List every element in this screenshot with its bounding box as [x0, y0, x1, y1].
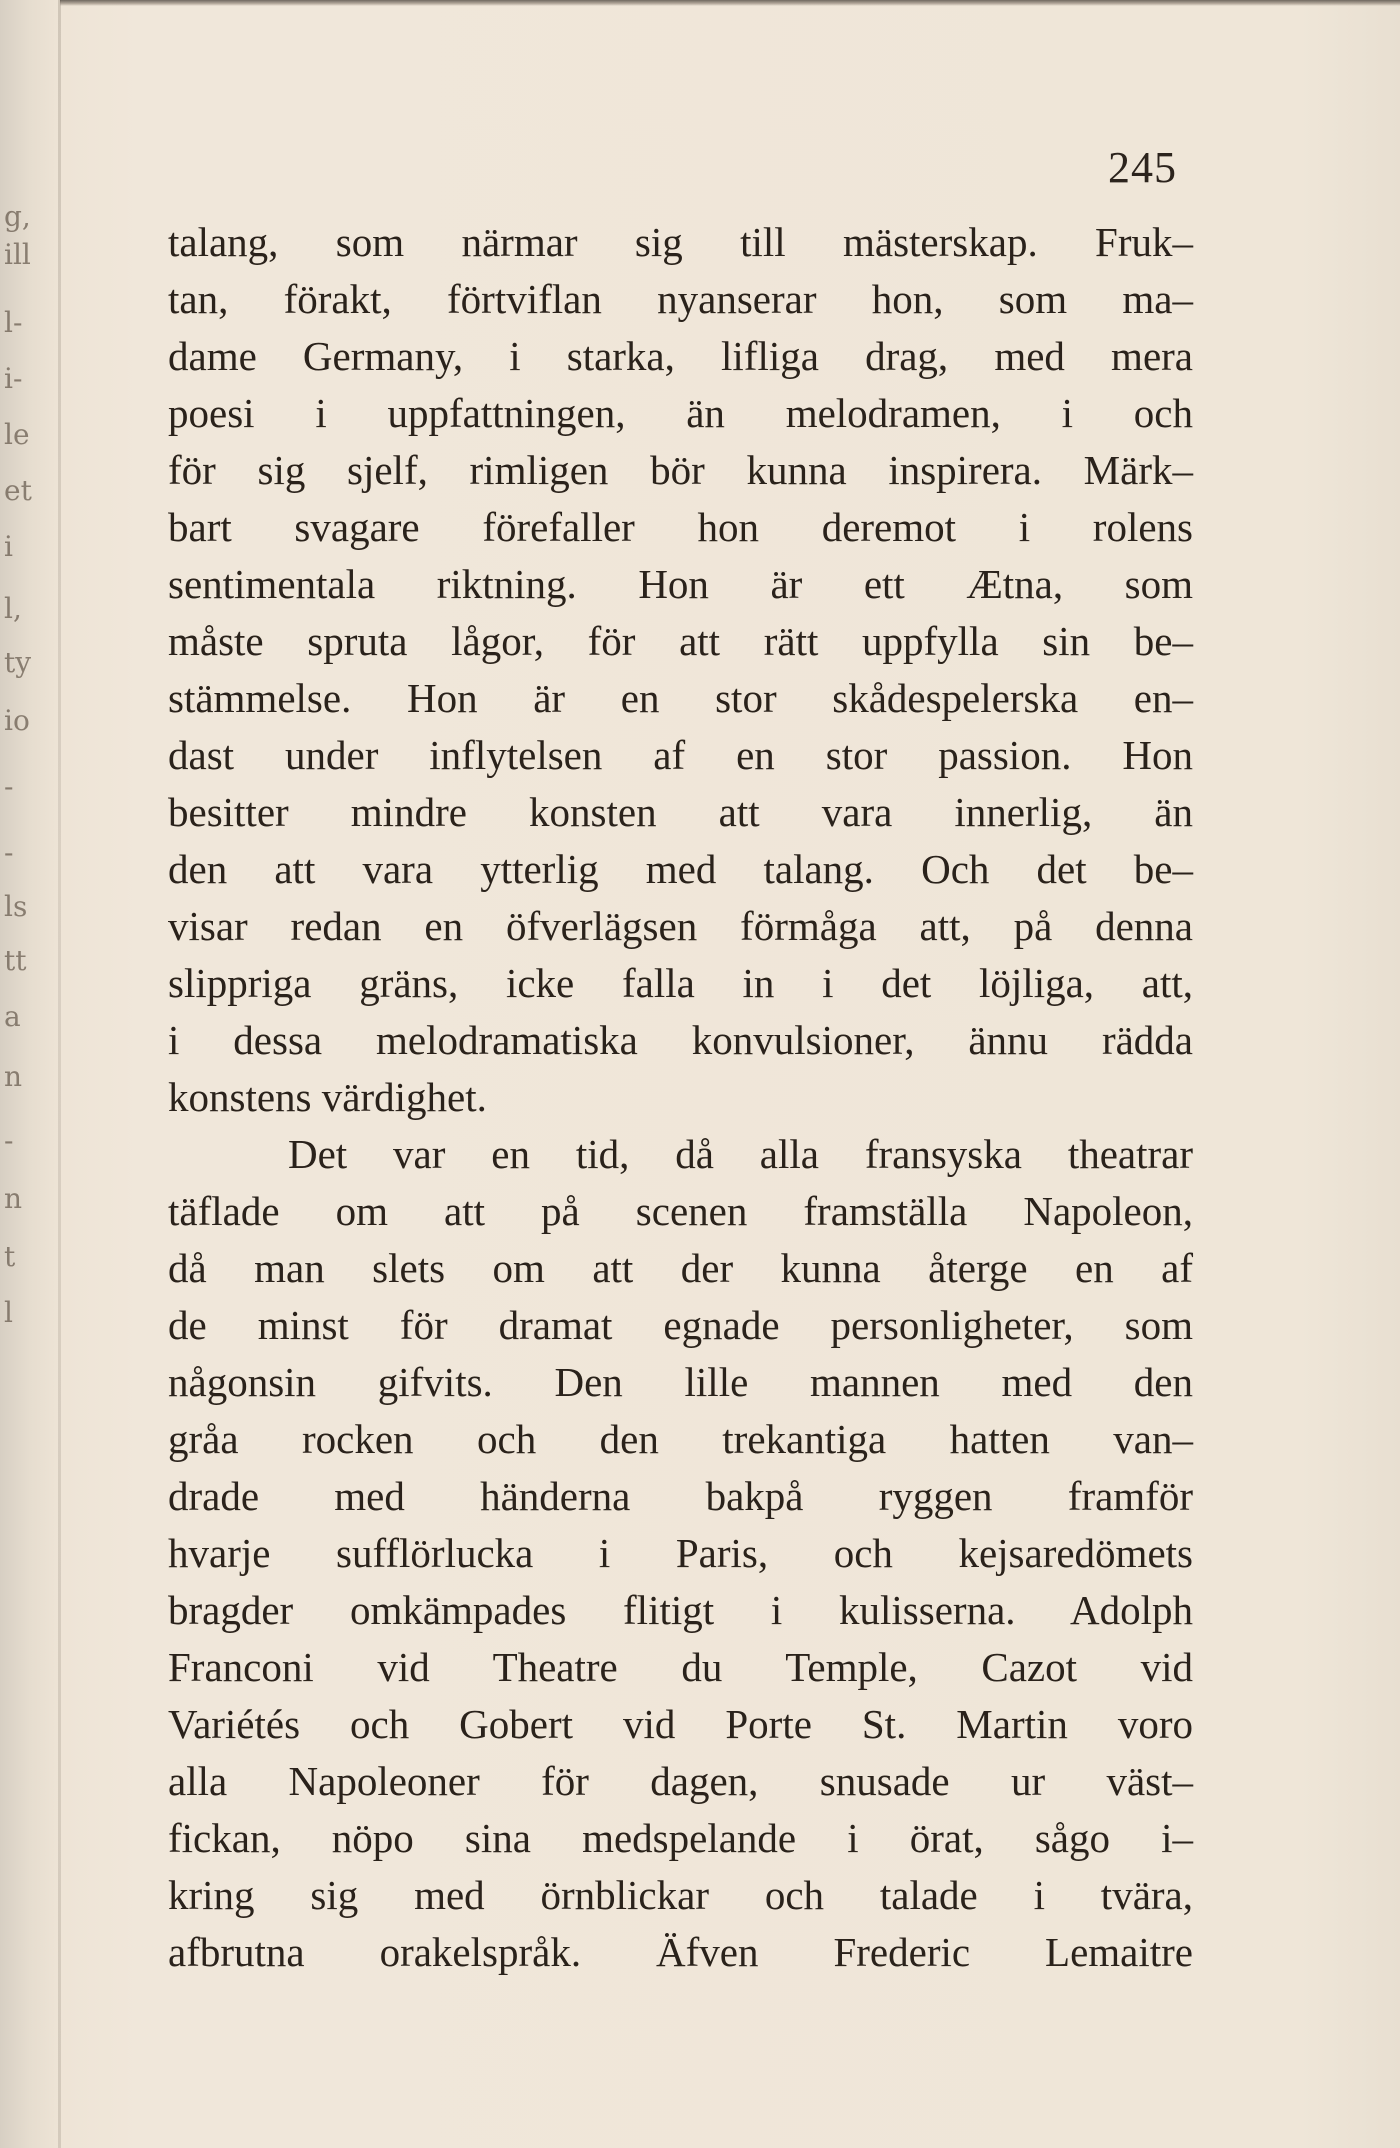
text-line: då man slets om att der kunna återge en af — [168, 1245, 1193, 1291]
bleed-fragment: - — [4, 1124, 14, 1157]
bleed-fragment: n — [4, 1182, 23, 1215]
bleed-fragment: i — [4, 530, 13, 563]
text-line-paragraph-start: Det var en tid, då alla fransyska theatrar — [288, 1131, 1193, 1177]
bleed-fragment: l — [4, 1296, 13, 1329]
facing-page-bleed — [0, 200, 58, 1400]
bleed-fragment: et — [4, 474, 32, 507]
bleed-fragment: l- — [4, 306, 23, 339]
text-line: talang, som närmar sig till mästerskap. Fruk– — [168, 219, 1193, 265]
body-text — [168, 214, 1193, 2044]
text-line: de minst för dramat egnade personligheter, som — [168, 1302, 1193, 1348]
page-top-edge — [60, 0, 1400, 6]
text-line: den att vara ytterlig med talang. Och det be– — [168, 846, 1193, 892]
text-line: besitter mindre konsten att vara innerlig, än — [168, 789, 1193, 835]
text-line: sentimentala riktning. Hon är ett Ætna, som — [168, 561, 1193, 607]
text-line: poesi i uppfattningen, än melodramen, i och — [168, 390, 1193, 436]
bleed-fragment: a — [4, 1000, 21, 1033]
bleed-fragment: ill — [4, 238, 31, 271]
text-line: fickan, nöpo sina medspelande i örat, sågo i– — [168, 1815, 1193, 1861]
text-line: afbrutna orakelspråk. Äfven Frederic Lemaitre — [168, 1929, 1193, 1975]
text-line: i dessa melodramatiska konvulsioner, ännu rädda — [168, 1017, 1193, 1063]
bleed-fragment: - — [4, 836, 14, 869]
bleed-fragment: g, — [4, 200, 31, 233]
text-line: dame Germany, i starka, lifliga drag, med mera — [168, 333, 1193, 379]
text-line-paragraph-end: konstens värdighet. — [168, 1074, 487, 1120]
text-line: bragder omkämpades flitigt i kulisserna. Adolph — [168, 1587, 1193, 1633]
text-line: drade med händerna bakpå ryggen framför — [168, 1473, 1193, 1519]
text-line: dast under inflytelsen af en stor passion. Hon — [168, 732, 1193, 778]
bleed-fragment: n — [4, 1060, 23, 1093]
bleed-fragment: l, — [4, 592, 22, 625]
text-line: visar redan en öfverlägsen förmåga att, på denna — [168, 903, 1193, 949]
text-line: Franconi vid Theatre du Temple, Cazot vid — [168, 1644, 1193, 1690]
bleed-fragment: io — [4, 704, 30, 737]
bleed-fragment: ty — [4, 646, 32, 679]
text-line: tan, förakt, förtviflan nyanserar hon, som ma– — [168, 276, 1193, 322]
bleed-fragment: - — [4, 770, 14, 803]
text-line: täflade om att på scenen framställa Napoleon, — [168, 1188, 1193, 1234]
bleed-fragment: ls — [4, 890, 28, 923]
text-line: slippriga gräns, icke falla in i det löjliga, att, — [168, 960, 1193, 1006]
text-line: kring sig med örnblickar och talade i tvära, — [168, 1872, 1193, 1918]
bleed-fragment: t — [4, 1240, 16, 1273]
text-line: någonsin gifvits. Den lille mannen med den — [168, 1359, 1193, 1405]
text-line: alla Napoleoner för dagen, snusade ur väst– — [168, 1758, 1193, 1804]
bleed-fragment: i- — [4, 362, 23, 395]
text-line: gråa rocken och den trekantiga hatten van– — [168, 1416, 1193, 1462]
bleed-fragment: le — [4, 418, 30, 451]
text-line: måste spruta lågor, för att rätt uppfylla sin be– — [168, 618, 1193, 664]
bleed-fragment: tt — [4, 944, 27, 977]
text-line: stämmelse. Hon är en stor skådespelerska en– — [168, 675, 1193, 721]
page-number: 245 — [1108, 143, 1177, 192]
text-line: bart svagare förefaller hon deremot i rolens — [168, 504, 1193, 550]
gutter-shadow — [58, 0, 61, 2148]
text-line: för sig sjelf, rimligen bör kunna inspirera. Märk– — [168, 447, 1193, 493]
text-line: hvarje sufflörlucka i Paris, och kejsaredömets — [168, 1530, 1193, 1576]
text-line: Variétés och Gobert vid Porte St. Martin voro — [168, 1701, 1193, 1747]
